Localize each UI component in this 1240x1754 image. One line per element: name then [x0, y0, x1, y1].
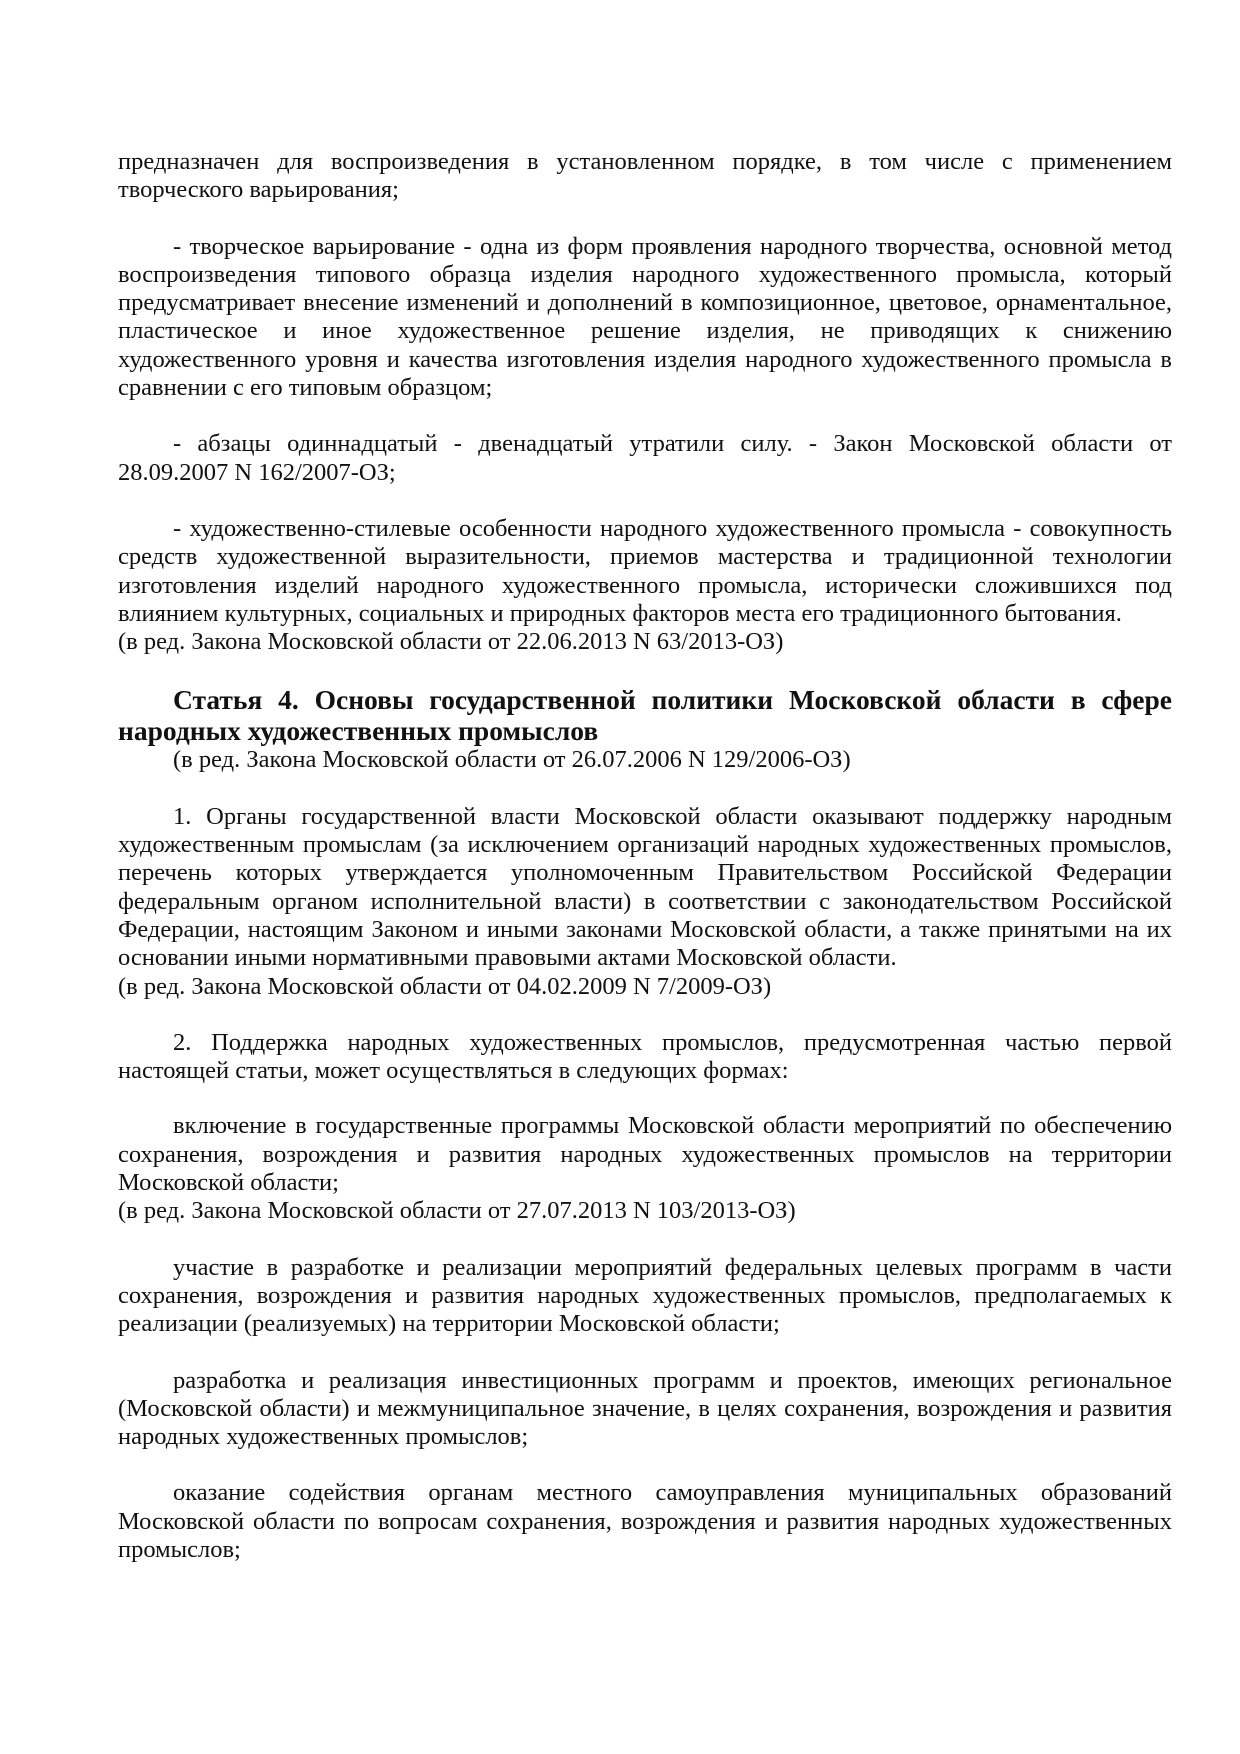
support-form-programs: включение в государственные программы Московской области мероприятий по обеспечению сохранения, возрождения и развития народных художественных промыслов на территории Московской области; — [118, 1112, 1172, 1197]
amendment-note: (в ред. Закона Московской области от 04.02.2009 N 7/2009-ОЗ) — [118, 972, 772, 1000]
article-amendment-note: (в ред. Закона Московской области от 26.07.2006 N 129/2006-ОЗ) — [173, 746, 851, 774]
article-paragraph-2: 2. Поддержка народных художественных промыслов, предусмотренная частью первой настоящей статьи, может осуществляться в следующих формах: — [118, 1028, 1172, 1085]
paragraph-continuation: предназначен для воспроизведения в установленном порядке, в том числе с применением творческого варьирования; — [118, 148, 1172, 204]
paragraph-creative-variation: - творческое варьирование - одна из форм проявления народного творчества, основной метод воспроизведения типового образца изделия народного художественного промысла, который предусматривает внесение изменений и дополнений в композиционное, цветовое, орнаментальное, пластическое и иное художественное решение изделия, не приводящих к снижению художественного уровня и качества изготовления изделия народного художественного промысла в сравнении с его типовым образцом; — [118, 232, 1172, 402]
paragraph-stylistic-features: - художественно-стилевые особенности народного художественного промысла - совокупность средств художественной выразительности, приемов мастерства и традиционной технологии изготовления изделий народного художественного промысла, исторически сложившихся под влиянием культурных, социальных и природных факторов места его традиционного бытования. — [118, 514, 1172, 627]
support-form-investment-programs: разработка и реализация инвестиционных программ и проектов, имеющих региональное (Московской области) и межмуниципальное значение, в целях сохранения, возрождения и развития народных художественных промыслов; — [118, 1366, 1172, 1451]
support-form-federal-programs: участие в разработке и реализации мероприятий федеральных целевых программ в части сохранения, возрождения и развития народных художественных промыслов, предполагаемых к реализации (реализуемых) на территории Московской области; — [118, 1253, 1172, 1338]
paragraph-repealed-clauses: - абзацы одиннадцатый - двенадцатый утратили силу. - Закон Московской области от 28.09.2007 N 162/2007-ОЗ; — [118, 430, 1172, 486]
article-heading: Статья 4. Основы государственной политики Московской области в сфере народных художественных промыслов — [118, 684, 1172, 747]
amendment-note: (в ред. Закона Московской области от 22.06.2013 N 63/2013-ОЗ) — [118, 628, 784, 656]
support-form-local-assistance: оказание содействия органам местного самоуправления муниципальных образований Московской области по вопросам сохранения, возрождения и развития народных художественных промыслов; — [118, 1479, 1172, 1563]
document-page — [118, 148, 1172, 1564]
article-paragraph-1: 1. Органы государственной власти Московской области оказывают поддержку народным художественным промыслам (за исключением организаций народных художественных промыслов, перечень которых утверждается уполномоченным Правительством Российской Федерации федеральным органом исполнительной власти) в соответствии с законодательством Российской Федерации, настоящим Законом и иными законами Московской области, а также принятыми на их основании иными нормативными правовыми актами Московской области. — [118, 802, 1172, 972]
amendment-note: (в ред. Закона Московской области от 27.07.2013 N 103/2013-ОЗ) — [118, 1197, 796, 1225]
